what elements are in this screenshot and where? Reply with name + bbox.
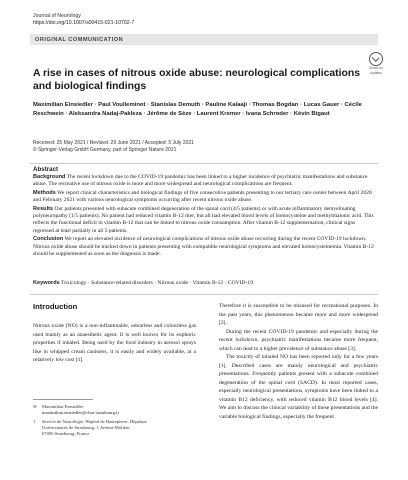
abstract-conclusion (33, 236, 377, 258)
divider (30, 163, 378, 164)
keywords (33, 280, 253, 286)
copyright-line: © Springer-Verlag GmbH Germany, part of Springer Nature 2021 (33, 146, 177, 153)
background-label: Background (33, 174, 66, 181)
footnotes (33, 404, 196, 440)
article-title: A rise in cases of nitrous oxide abuse: neurological complications and biological findings (33, 68, 361, 92)
conclusion-label: Conclusion (33, 236, 64, 243)
check-for-updates-badge[interactable] (366, 52, 386, 76)
journal-header (33, 13, 134, 26)
abstract-methods (33, 190, 377, 204)
keywords-label: Keywords (33, 280, 60, 286)
divider (30, 294, 378, 295)
corresponding-author (33, 404, 196, 416)
results-text: Our patients presented with subacute combined degeneration of the spinal cord (4/5 patients) or with acute inflammatory demyelinating polyneuropathy (1/5 patients). No patient had reduced vitamin B-12 titer, but all had elevated blood levels of homocysteine and methylmalonic acid. This reflects the functional deficit in vitamin B-12 that can be linked to nitrous oxide consumption. After vitamin B-12 supplementation, clinical signs regressed at least partially in all 5 patients. (33, 206, 374, 234)
article-type-label: ORIGINAL COMMUNICATION (35, 36, 124, 43)
article-type-banner (30, 34, 378, 45)
dates-line: Received: 25 May 2021 / Revised: 29 June 2021 / Accepted: 5 July 2021 (33, 140, 194, 146)
authors-text: Maximilian Einsiedler · Paul Voulleminot · Stanislas Demuth · Pauline Kalaaji · Thomas Bogdan · Lucas Gauer · Cécile Reschwein · Aleksandra Nadaj-Pakleza · Jérôme de Sèze · Laurent Kremer · Ivana Schroder · Kévin Bigaut (33, 102, 362, 117)
right-paragraph: The toxicity of inhaled NO has been reported only for a few years [1]. Described cases are mainly neurological and psychiatric presentations. Frequently patients present with a subacute combined degeneration of the spinal cord (SACD). In most reported cases, especially neurological presentations, symptoms have been linked to a vitamin B12 deficiency, with reduced vitamin B12 blood levels [4]. We aim to discuss the clinical variability of these presentations and the variable biological findings, especially the frequent (219, 354, 378, 420)
affiliation-marker: 1 (33, 419, 36, 424)
affiliation-line: Service de Neurologie, Hôpital de Hautepierre, Hôpitaux (42, 419, 147, 424)
abstract-heading: Abstract (33, 166, 59, 173)
right-column (219, 302, 378, 421)
check-icon (369, 52, 383, 66)
publication-dates (33, 140, 194, 153)
affiliation (33, 419, 196, 437)
methods-label: Methods (33, 190, 56, 197)
corresponding-name: Maximilian Einsiedler (42, 404, 84, 409)
journal-name: Journal of Neurology (33, 13, 81, 19)
corresponding-email[interactable]: maximilian.einsiedler@chru-strasbourg.fr (42, 410, 120, 415)
affiliation-line: Universitaires de Strasbourg, 1 Avenue Molière, (42, 425, 131, 430)
introduction-text: Nitrous oxide (NO) is a non-inflammable, odourless and colourless gas used mainly as an anaesthetic agent. It is well known for its euphoric properties if inhaled. Being used by the food industry in aerosol sprays like in whipped cream canisters, it is easily and widely available, at a relatively low cost [1]. (33, 323, 196, 363)
author-list (33, 101, 378, 119)
abstract-results (33, 206, 377, 235)
doi-link[interactable]: https://doi.org/10.1007/s00415-021-10702-7 (33, 19, 135, 26)
affiliation-line: 67000 Strasbourg, France (42, 431, 90, 436)
keywords-text: Toxicology · Substance-related disorders · Nitrous oxide · Vitamin B-12 · COVID-19 (61, 280, 254, 286)
badge-label-1: Check for (369, 66, 383, 70)
envelope-icon: ✉ (33, 404, 37, 409)
right-paragraph: Therefore it is susceptible to be misused for recreational purposes. In the past years, this phenomenon became more and more widespread [2]. (219, 303, 378, 326)
right-paragraph: During the recent COVID-19 pandemic and especially during the recent lockdown, psychiatric manifestations became more frequent, which can lead to a higher prevalence of substance abuse [3]. (219, 328, 378, 352)
background-text: The recent lockdown due to the COVID-19 pandemic has been linked to a higher incidence of psychiatric manifestations and substance abuse. The recreative use of nitrous oxide is more and more widespread and neurological complications are frequent. (33, 174, 368, 188)
footnote-divider (33, 399, 93, 400)
methods-text: We report clinical characteristics and biological findings of five consecutive patients presenting to our tertiary care center between April 2020 and February 2021 with various neurological symptoms occurring after recent nitrous oxide abuse. (33, 190, 372, 204)
introduction-heading: Introduction (33, 302, 78, 311)
abstract-background (33, 174, 377, 188)
badge-label-2: updates (370, 70, 382, 75)
results-label: Results (33, 206, 54, 213)
conclusion-text: We report an elevated incidence of neurological complications of nitrous oxide abuse occurring during the recent COVID-19 lockdown. Nitrous oxide abuse should be tracked down in patients presenting with compatible neurological symptoms and elevated homocysteinemia. Vitamin B-12 should be supplemented as soon as the diagnosis is made. (33, 236, 374, 257)
abstract (33, 166, 377, 259)
